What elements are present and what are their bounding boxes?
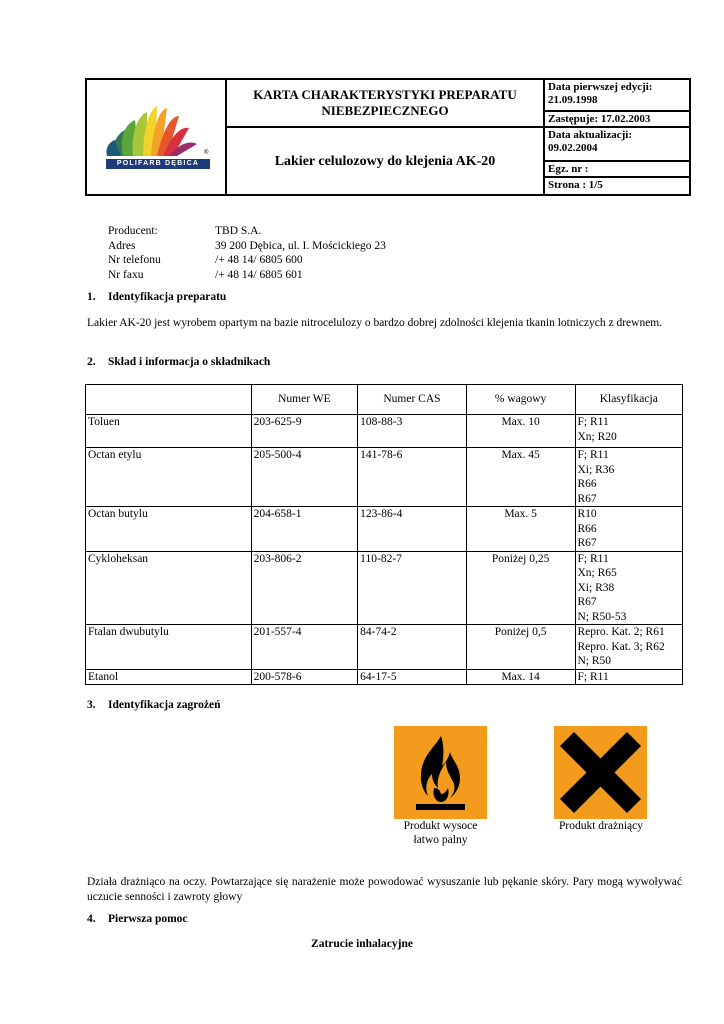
first-edition-value: 21.09.1998 (548, 94, 598, 106)
copy-number-cell: Egz. nr : (545, 162, 689, 178)
classification (575, 551, 683, 625)
classification (575, 448, 683, 507)
classification-line: R67 (577, 537, 597, 549)
update-label: Data aktualizacji: (548, 129, 633, 141)
we-number: 201-557-4 (251, 625, 358, 670)
first-edition-cell (545, 80, 689, 112)
flammable-caption-line-1: Produkt wysoce (403, 820, 478, 832)
section-number: 3. (87, 699, 96, 711)
phone-row (108, 253, 386, 268)
classification (575, 625, 683, 670)
weight-percent: Max. 14 (466, 669, 575, 685)
classification-line: R10 (577, 508, 597, 520)
replaces-cell: Zastępuje: 17.02.2003 (545, 112, 689, 128)
registered-mark: ® (204, 150, 209, 156)
section-title: Pierwsza pomoc (108, 913, 188, 925)
phone-value: /+ 48 14/ 6805 600 (215, 254, 303, 266)
flammable-pictogram (394, 726, 487, 819)
section-1-text: Lakier AK-20 jest wyrobem opartym na bazie nitrocelulozy o bardzo dobrej zdolności klejenia tkanin lotniczych z drewnem. (87, 317, 663, 329)
table-row (86, 669, 683, 685)
first-edition-label: Data pierwszej edycji: (548, 81, 653, 93)
classification-line: F; R11 (577, 449, 609, 461)
flammable-caption (394, 819, 487, 847)
component-name: Ftalan dwubutylu (86, 625, 252, 670)
table-row (86, 448, 683, 507)
column-header (86, 385, 252, 415)
classification-line: Xn; R20 (577, 430, 617, 443)
section-title: Skład i informacja o składnikach (108, 356, 271, 368)
cas-number: 64-17-5 (358, 669, 467, 685)
address-value: 39 200 Dębica, ul. I. Mościckiego 23 (215, 239, 386, 252)
classification-line: F; R11 (577, 552, 609, 565)
component-name: Etanol (86, 669, 252, 685)
column-header: Klasyfikacja (575, 385, 683, 415)
section-1-heading (87, 291, 226, 303)
polifarb-logo-icon (101, 100, 211, 162)
classification (575, 669, 683, 685)
weight-percent: Max. 10 (466, 415, 575, 448)
we-number: 203-625-9 (251, 415, 358, 448)
classification-line: R67 (577, 596, 597, 608)
section-3-text: Działa drażniąco na oczy. Powtarzające się narażenie może powodować wysuszanie lub pękanie skóry. Pary mogą wywoływać uczucie senności i zawroty głowy (87, 876, 682, 903)
classification (575, 415, 683, 448)
table-row (86, 415, 683, 448)
title-line-1: KARTA CHARAKTERYSTYKI PREPARATU (253, 87, 517, 102)
component-name: Toluen (86, 415, 252, 448)
producer-value: TBD S.A. (215, 225, 262, 237)
table-header-row (86, 385, 683, 415)
fax-value: /+ 48 14/ 6805 601 (215, 268, 303, 281)
cas-number: 110-82-7 (358, 551, 467, 625)
classification-line: R66 (577, 478, 597, 490)
page-number-cell: Strona : 1/5 (548, 179, 603, 191)
logo-text: POLIFARB DĘBICA (106, 159, 210, 169)
phone-label: Nr telefonu (108, 254, 161, 266)
weight-percent: Poniżej 0,25 (466, 551, 575, 625)
column-header: Numer WE (251, 385, 358, 415)
section-3-heading (87, 699, 221, 711)
address-row (108, 239, 386, 254)
producer-row (108, 224, 386, 239)
section-number: 4. (87, 913, 96, 925)
x-cross-icon (554, 726, 647, 819)
component-name: Octan butylu (86, 507, 252, 552)
cas-number: 123-86-4 (358, 507, 467, 552)
classification (575, 507, 683, 552)
cas-number: 141-78-6 (358, 448, 467, 507)
update-value: 09.02.2004 (548, 142, 598, 154)
product-name: Lakier celulozowy do klejenia AK-20 (274, 154, 496, 169)
composition-table (85, 384, 683, 685)
fax-row (108, 268, 386, 283)
weight-percent: Max. 45 (466, 448, 575, 507)
address-label: Adres (108, 239, 136, 252)
classification-line: Xn; R65 (577, 567, 617, 579)
section-number: 1. (87, 291, 96, 303)
cas-number: 108-88-3 (358, 415, 467, 448)
classification-line: Repro. Kat. 2; R61 (577, 626, 665, 638)
we-number: 204-658-1 (251, 507, 358, 552)
document-title (227, 80, 543, 128)
classification-line: Repro. Kat. 3; R62 (577, 640, 665, 653)
cas-number: 84-74-2 (358, 625, 467, 670)
table-row (86, 625, 683, 670)
classification-line: Xi; R36 (577, 463, 615, 476)
logo-cell (87, 80, 227, 194)
section-2-heading (87, 356, 270, 368)
classification-line: F; R11 (577, 670, 609, 683)
column-header: Numer CAS (358, 385, 467, 415)
title-line-2: NIEBEZPIECZNEGO (321, 103, 449, 118)
component-name: Cykloheksan (86, 551, 252, 625)
table-row (86, 551, 683, 625)
inhalation-subtitle: Zatrucie inhalacyjne (311, 938, 413, 950)
classification-line: N; R50 (577, 655, 612, 667)
classification-line: R66 (577, 522, 597, 535)
classification-line: F; R11 (577, 416, 609, 428)
producer-info (108, 224, 386, 282)
document-header (85, 78, 691, 196)
flame-icon (394, 726, 487, 819)
we-number: 200-578-6 (251, 669, 358, 685)
section-number: 2. (87, 356, 96, 368)
section-4-heading (87, 913, 188, 925)
flammable-caption-line-2: łatwo palny (413, 834, 468, 846)
we-number: 205-500-4 (251, 448, 358, 507)
irritant-caption: Produkt drażniący (559, 820, 643, 832)
section-title: Identyfikacja zagrożeń (108, 699, 221, 711)
component-name: Octan etylu (86, 448, 252, 507)
weight-percent: Poniżej 0,5 (466, 625, 575, 670)
fax-label: Nr faxu (108, 268, 144, 281)
section-title: Identyfikacja preparatu (108, 291, 227, 303)
update-cell (545, 128, 689, 162)
classification-line: R67 (577, 492, 597, 505)
we-number: 203-806-2 (251, 551, 358, 625)
table-row (86, 507, 683, 552)
producer-label: Producent: (108, 225, 158, 237)
classification-line: Xi; R38 (577, 581, 615, 594)
column-header: % wagowy (466, 385, 575, 415)
irritant-pictogram (554, 726, 647, 819)
weight-percent: Max. 5 (466, 507, 575, 552)
classification-line: N; R50-53 (577, 610, 627, 623)
